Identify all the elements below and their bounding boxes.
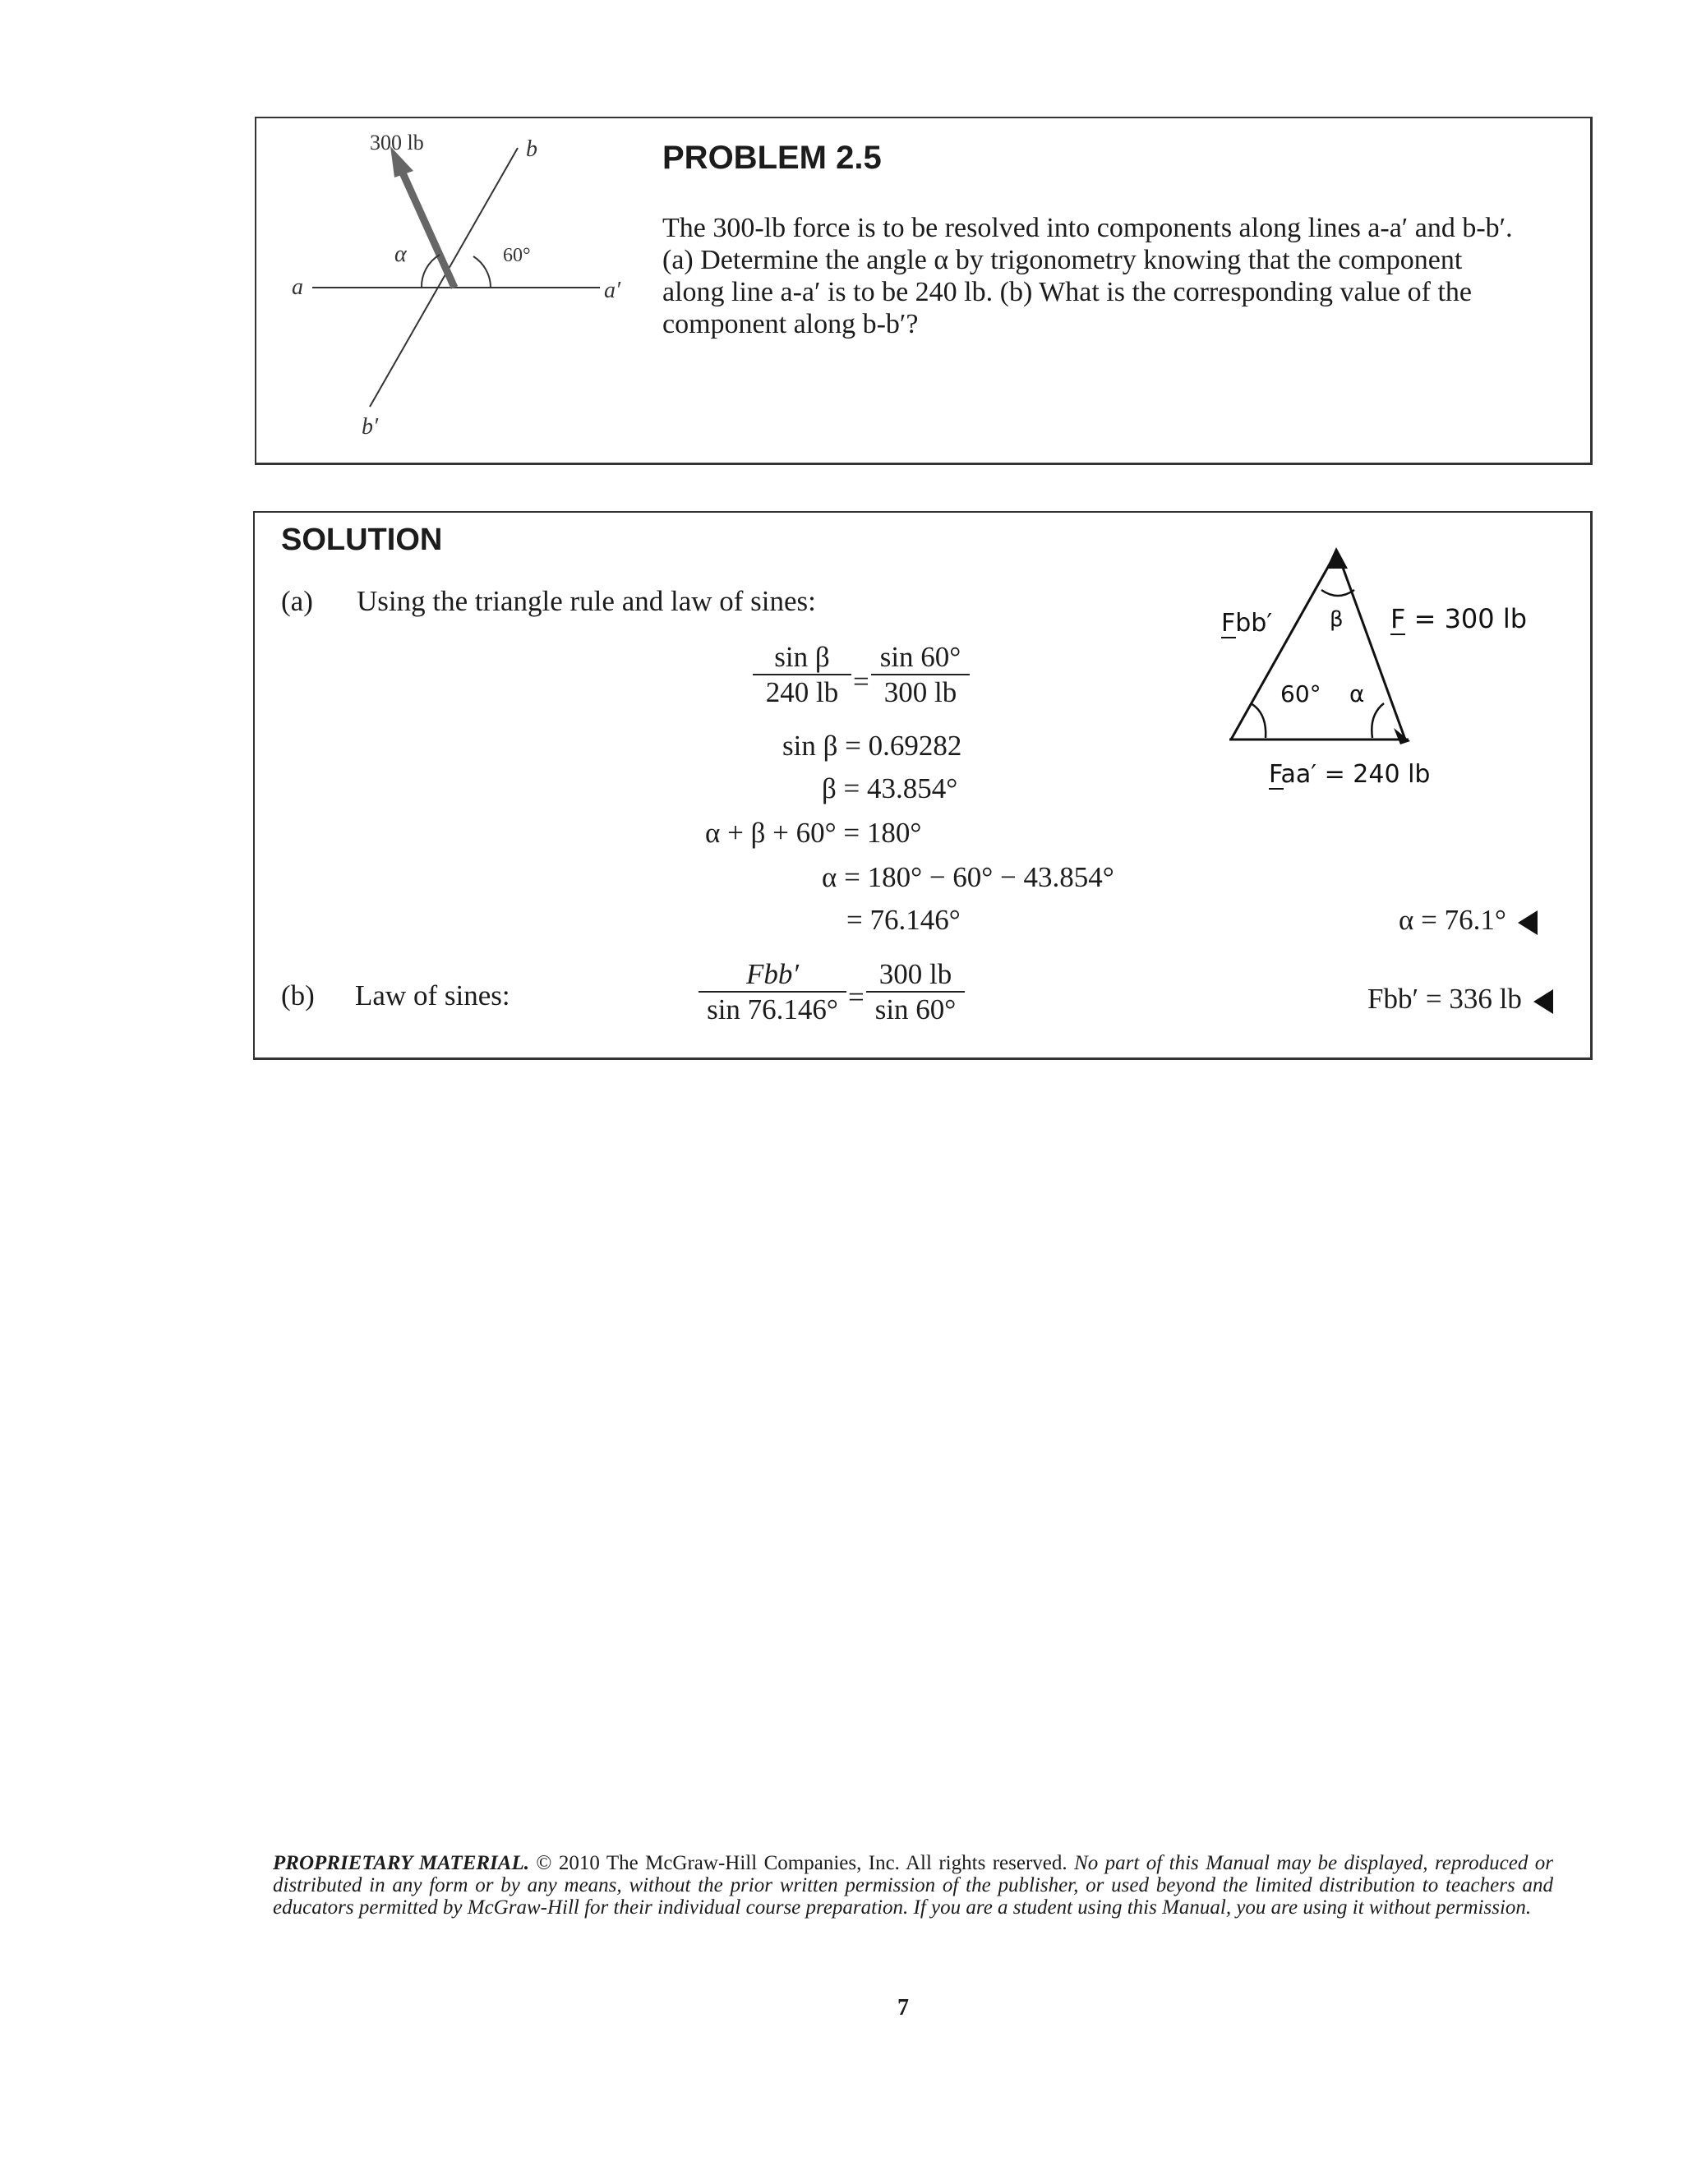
problem-line-3: along line a-a′ is to be 240 lb. (b) What is the corresponding value of the [662,277,1472,307]
answer-b-marker-icon [1533,989,1553,1014]
footer-notice: No part of this Manual may be displayed, reproduced or distributed in any form or by any means, without the prior written permission of the publisher, or used beyond the limited distribution to teachers and educators permitted by McGraw-Hill for their individual course preparation. If you are a student using this Manual, you are using it without permission. [273,1852,1554,1919]
answer-b [1367,983,1553,1016]
eq3: β = 43.854° [822,772,958,804]
answer-a-text: α = 76.1° [1399,904,1506,936]
part-a-text: Using the triangle rule and law of sines: [357,585,816,617]
part-a-label: (a) [281,585,313,617]
answer-a-marker-icon [1518,910,1538,935]
eq5: α = 180° − 60° − 43.854° [822,861,1114,893]
fig-line-b-label: b [526,136,537,162]
page-number: 7 [897,1995,909,2020]
eq2: sin β = 0.69282 [782,730,962,762]
eq7-left-fraction [699,958,846,1027]
fig-line-a-prime-label: a′ [604,278,621,303]
eq7-right-den: sin 60° [866,991,965,1027]
line-b-b-prime [370,148,518,407]
problem-line-2: (a) Determine the angle α by trigonometry knowing that the component [662,245,1463,275]
problem-figure [279,123,657,460]
eq7-equals: = [848,981,865,1013]
eq7-right-num: 300 lb [878,958,952,990]
eq1-right-fraction [871,641,970,710]
sketch-sixty-label: 60° [1280,680,1321,707]
eq1-left-den: 240 lb [753,674,851,710]
sketch-sixty-arc [1251,703,1266,738]
sketch-f-label: F = 300 lb [1390,603,1528,634]
fig-line-b-prime-label: b′ [362,414,379,440]
sketch-fbb-label: Fbb′ [1221,609,1273,638]
eq4: α + β + 60° = 180° [705,817,922,849]
sketch-faa-label: Faa′ = 240 lb [1269,760,1431,789]
fig-force-label: 300 lb [370,131,424,154]
sketch-apex-arrowhead [1326,547,1348,569]
problem-title: PROBLEM 2.5 [662,140,882,176]
footer-copyright: © 2010 The McGraw-Hill Companies, Inc. All rights reserved. [536,1852,1067,1874]
problem-line-1: The 300-lb force is to be resolved into components along lines a-a′ and b-b′. [662,213,1513,243]
eq1-right-num: sin 60° [879,641,961,673]
force-arrow [401,169,454,288]
eq1-right-den: 300 lb [871,674,970,710]
force-triangle-sketch [1208,542,1586,805]
eq7-right-fraction [866,958,965,1027]
sketch-side-fbb [1231,554,1335,740]
fig-alpha-label: α [394,242,407,267]
sketch-beta-arc [1321,590,1354,596]
part-b-text: Law of sines: [355,979,510,1011]
copyright-footer [273,1852,1553,1919]
answer-a [1399,904,1538,937]
sketch-side-f [1338,554,1405,740]
eq1-equals: = [853,666,869,698]
footer-lead: PROPRIETARY MATERIAL. [273,1852,529,1874]
eq7-left-den: sin 76.146° [699,991,846,1027]
sketch-alpha-arc [1372,703,1384,738]
eq1-left-fraction [753,641,851,710]
sketch-beta-label: β [1330,607,1344,632]
fig-angle-label: 60° [503,245,531,266]
eq6: = 76.146° [846,904,961,936]
fig-line-a-label: a [292,274,303,300]
eq1-left-num: sin β [774,641,830,673]
sixty-arc [473,256,491,288]
sketch-alpha-label: α [1349,680,1365,707]
alpha-arc [422,255,440,288]
problem-statement [662,212,1566,340]
eq7-left-num: Fbb′ [745,958,800,990]
problem-line-4: component along b-b′? [662,309,919,339]
part-b-label: (b) [281,979,315,1011]
answer-b-text: Fbb′ = 336 lb [1367,983,1522,1015]
solution-title: SOLUTION [281,523,443,557]
